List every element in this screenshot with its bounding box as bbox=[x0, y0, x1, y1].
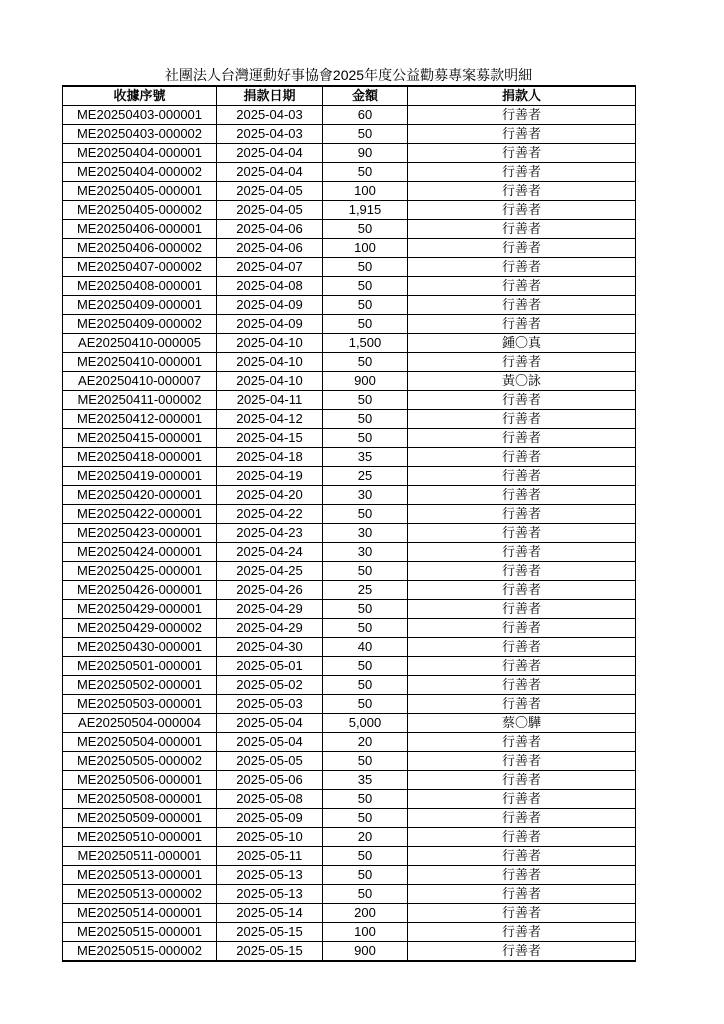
cell-date: 2025-05-11 bbox=[217, 847, 323, 866]
cell-amount: 50 bbox=[323, 315, 408, 334]
cell-donor: 行善者 bbox=[408, 619, 636, 638]
cell-amount: 50 bbox=[323, 505, 408, 524]
cell-date: 2025-05-13 bbox=[217, 885, 323, 904]
cell-amount: 50 bbox=[323, 258, 408, 277]
table-row bbox=[63, 619, 636, 638]
header-receipt-no: 收據序號 bbox=[63, 86, 217, 106]
cell-amount: 50 bbox=[323, 125, 408, 144]
cell-donor: 行善者 bbox=[408, 771, 636, 790]
cell-amount: 1,915 bbox=[323, 201, 408, 220]
cell-donor: 行善者 bbox=[408, 201, 636, 220]
cell-amount: 50 bbox=[323, 752, 408, 771]
cell-donor: 行善者 bbox=[408, 923, 636, 942]
cell-amount: 100 bbox=[323, 923, 408, 942]
cell-amount: 35 bbox=[323, 448, 408, 467]
cell-donor: 行善者 bbox=[408, 600, 636, 619]
cell-date: 2025-05-14 bbox=[217, 904, 323, 923]
cell-donor: 行善者 bbox=[408, 543, 636, 562]
cell-donor: 行善者 bbox=[408, 106, 636, 125]
table-row bbox=[63, 790, 636, 809]
cell-amount: 200 bbox=[323, 904, 408, 923]
cell-date: 2025-05-13 bbox=[217, 866, 323, 885]
header-date: 捐款日期 bbox=[217, 86, 323, 106]
table-row bbox=[63, 144, 636, 163]
cell-receipt-no: ME20250422-000001 bbox=[63, 505, 217, 524]
cell-donor: 行善者 bbox=[408, 277, 636, 296]
cell-receipt-no: ME20250424-000001 bbox=[63, 543, 217, 562]
cell-amount: 50 bbox=[323, 562, 408, 581]
table-row bbox=[63, 372, 636, 391]
header-amount: 金額 bbox=[323, 86, 408, 106]
cell-date: 2025-05-08 bbox=[217, 790, 323, 809]
cell-amount: 50 bbox=[323, 163, 408, 182]
cell-amount: 35 bbox=[323, 771, 408, 790]
cell-receipt-no: ME20250426-000001 bbox=[63, 581, 217, 600]
table-row bbox=[63, 410, 636, 429]
header-donor: 捐款人 bbox=[408, 86, 636, 106]
cell-donor: 行善者 bbox=[408, 125, 636, 144]
cell-donor: 行善者 bbox=[408, 904, 636, 923]
table-row bbox=[63, 942, 636, 962]
table-row bbox=[63, 885, 636, 904]
table-row bbox=[63, 353, 636, 372]
cell-donor: 行善者 bbox=[408, 410, 636, 429]
cell-amount: 900 bbox=[323, 942, 408, 962]
cell-donor: 行善者 bbox=[408, 258, 636, 277]
cell-donor: 行善者 bbox=[408, 505, 636, 524]
cell-amount: 25 bbox=[323, 467, 408, 486]
cell-receipt-no: AE20250410-000005 bbox=[63, 334, 217, 353]
cell-receipt-no: ME20250405-000001 bbox=[63, 182, 217, 201]
cell-date: 2025-04-10 bbox=[217, 353, 323, 372]
cell-amount: 50 bbox=[323, 657, 408, 676]
cell-date: 2025-04-24 bbox=[217, 543, 323, 562]
cell-receipt-no: ME20250513-000001 bbox=[63, 866, 217, 885]
cell-date: 2025-04-09 bbox=[217, 296, 323, 315]
cell-date: 2025-05-15 bbox=[217, 942, 323, 962]
cell-receipt-no: ME20250409-000002 bbox=[63, 315, 217, 334]
table-row bbox=[63, 239, 636, 258]
cell-amount: 20 bbox=[323, 733, 408, 752]
cell-receipt-no: ME20250419-000001 bbox=[63, 467, 217, 486]
cell-amount: 30 bbox=[323, 486, 408, 505]
cell-date: 2025-05-15 bbox=[217, 923, 323, 942]
cell-receipt-no: ME20250405-000002 bbox=[63, 201, 217, 220]
cell-date: 2025-04-08 bbox=[217, 277, 323, 296]
cell-receipt-no: ME20250502-000001 bbox=[63, 676, 217, 695]
cell-amount: 50 bbox=[323, 429, 408, 448]
cell-donor: 行善者 bbox=[408, 353, 636, 372]
cell-date: 2025-04-04 bbox=[217, 163, 323, 182]
cell-donor: 行善者 bbox=[408, 562, 636, 581]
cell-amount: 50 bbox=[323, 885, 408, 904]
cell-date: 2025-04-09 bbox=[217, 315, 323, 334]
cell-donor: 行善者 bbox=[408, 296, 636, 315]
table-body bbox=[63, 106, 636, 962]
table-row bbox=[63, 429, 636, 448]
table-row bbox=[63, 258, 636, 277]
cell-donor: 行善者 bbox=[408, 239, 636, 258]
cell-amount: 20 bbox=[323, 828, 408, 847]
cell-donor: 行善者 bbox=[408, 847, 636, 866]
cell-receipt-no: AE20250504-000004 bbox=[63, 714, 217, 733]
cell-amount: 50 bbox=[323, 410, 408, 429]
cell-date: 2025-04-30 bbox=[217, 638, 323, 657]
cell-donor: 行善者 bbox=[408, 657, 636, 676]
cell-donor: 行善者 bbox=[408, 448, 636, 467]
cell-amount: 50 bbox=[323, 847, 408, 866]
cell-date: 2025-05-04 bbox=[217, 733, 323, 752]
cell-receipt-no: ME20250506-000001 bbox=[63, 771, 217, 790]
table-row bbox=[63, 714, 636, 733]
cell-receipt-no: ME20250513-000002 bbox=[63, 885, 217, 904]
cell-date: 2025-04-03 bbox=[217, 106, 323, 125]
cell-donor: 行善者 bbox=[408, 163, 636, 182]
table-row bbox=[63, 923, 636, 942]
table-row bbox=[63, 486, 636, 505]
cell-receipt-no: ME20250514-000001 bbox=[63, 904, 217, 923]
cell-receipt-no: ME20250407-000002 bbox=[63, 258, 217, 277]
cell-date: 2025-04-06 bbox=[217, 220, 323, 239]
table-row bbox=[63, 524, 636, 543]
table-row bbox=[63, 182, 636, 201]
cell-date: 2025-04-05 bbox=[217, 182, 323, 201]
cell-amount: 5,000 bbox=[323, 714, 408, 733]
cell-date: 2025-05-05 bbox=[217, 752, 323, 771]
cell-receipt-no: ME20250412-000001 bbox=[63, 410, 217, 429]
cell-donor: 行善者 bbox=[408, 391, 636, 410]
cell-amount: 50 bbox=[323, 353, 408, 372]
cell-donor: 行善者 bbox=[408, 942, 636, 962]
table-row bbox=[63, 277, 636, 296]
cell-receipt-no: ME20250503-000001 bbox=[63, 695, 217, 714]
cell-donor: 行善者 bbox=[408, 182, 636, 201]
table-row bbox=[63, 296, 636, 315]
cell-receipt-no: ME20250403-000001 bbox=[63, 106, 217, 125]
cell-date: 2025-05-02 bbox=[217, 676, 323, 695]
table-row bbox=[63, 600, 636, 619]
cell-date: 2025-04-10 bbox=[217, 334, 323, 353]
cell-donor: 行善者 bbox=[408, 885, 636, 904]
cell-donor: 行善者 bbox=[408, 809, 636, 828]
cell-receipt-no: ME20250429-000001 bbox=[63, 600, 217, 619]
table-row bbox=[63, 334, 636, 353]
cell-receipt-no: ME20250515-000002 bbox=[63, 942, 217, 962]
table-row bbox=[63, 676, 636, 695]
cell-date: 2025-04-20 bbox=[217, 486, 323, 505]
cell-donor: 行善者 bbox=[408, 695, 636, 714]
cell-date: 2025-04-29 bbox=[217, 600, 323, 619]
cell-date: 2025-04-03 bbox=[217, 125, 323, 144]
table-row bbox=[63, 125, 636, 144]
table-row bbox=[63, 505, 636, 524]
table-row bbox=[63, 904, 636, 923]
table-row bbox=[63, 543, 636, 562]
cell-donor: 行善者 bbox=[408, 752, 636, 771]
cell-donor: 行善者 bbox=[408, 524, 636, 543]
cell-amount: 50 bbox=[323, 676, 408, 695]
cell-date: 2025-04-07 bbox=[217, 258, 323, 277]
cell-receipt-no: ME20250406-000001 bbox=[63, 220, 217, 239]
cell-receipt-no: ME20250410-000001 bbox=[63, 353, 217, 372]
table-row bbox=[63, 106, 636, 125]
cell-amount: 50 bbox=[323, 391, 408, 410]
table-row bbox=[63, 315, 636, 334]
cell-receipt-no: ME20250510-000001 bbox=[63, 828, 217, 847]
cell-date: 2025-05-09 bbox=[217, 809, 323, 828]
cell-date: 2025-04-22 bbox=[217, 505, 323, 524]
cell-amount: 25 bbox=[323, 581, 408, 600]
cell-receipt-no: ME20250501-000001 bbox=[63, 657, 217, 676]
table-row bbox=[63, 581, 636, 600]
cell-donor: 行善者 bbox=[408, 733, 636, 752]
cell-amount: 900 bbox=[323, 372, 408, 391]
cell-date: 2025-04-25 bbox=[217, 562, 323, 581]
cell-amount: 100 bbox=[323, 239, 408, 258]
cell-amount: 100 bbox=[323, 182, 408, 201]
cell-receipt-no: ME20250404-000002 bbox=[63, 163, 217, 182]
cell-receipt-no: ME20250409-000001 bbox=[63, 296, 217, 315]
cell-receipt-no: ME20250511-000001 bbox=[63, 847, 217, 866]
cell-receipt-no: ME20250403-000002 bbox=[63, 125, 217, 144]
cell-receipt-no: ME20250509-000001 bbox=[63, 809, 217, 828]
table-row bbox=[63, 201, 636, 220]
cell-date: 2025-04-04 bbox=[217, 144, 323, 163]
cell-date: 2025-04-23 bbox=[217, 524, 323, 543]
cell-receipt-no: ME20250406-000002 bbox=[63, 239, 217, 258]
cell-donor: 行善者 bbox=[408, 429, 636, 448]
cell-amount: 40 bbox=[323, 638, 408, 657]
cell-amount: 50 bbox=[323, 809, 408, 828]
cell-receipt-no: ME20250429-000002 bbox=[63, 619, 217, 638]
cell-receipt-no: ME20250418-000001 bbox=[63, 448, 217, 467]
cell-donor: 行善者 bbox=[408, 144, 636, 163]
header-row bbox=[63, 86, 636, 106]
cell-date: 2025-04-26 bbox=[217, 581, 323, 600]
cell-amount: 30 bbox=[323, 543, 408, 562]
cell-amount: 30 bbox=[323, 524, 408, 543]
cell-amount: 50 bbox=[323, 220, 408, 239]
cell-receipt-no: ME20250505-000002 bbox=[63, 752, 217, 771]
cell-receipt-no: ME20250423-000001 bbox=[63, 524, 217, 543]
cell-donor: 行善者 bbox=[408, 315, 636, 334]
cell-donor: 行善者 bbox=[408, 467, 636, 486]
cell-date: 2025-04-29 bbox=[217, 619, 323, 638]
cell-amount: 1,500 bbox=[323, 334, 408, 353]
cell-date: 2025-05-04 bbox=[217, 714, 323, 733]
cell-receipt-no: ME20250408-000001 bbox=[63, 277, 217, 296]
cell-donor: 黃〇詠 bbox=[408, 372, 636, 391]
cell-receipt-no: ME20250404-000001 bbox=[63, 144, 217, 163]
table-row bbox=[63, 163, 636, 182]
table-row bbox=[63, 657, 636, 676]
cell-date: 2025-04-06 bbox=[217, 239, 323, 258]
cell-donor: 行善者 bbox=[408, 486, 636, 505]
table-row bbox=[63, 467, 636, 486]
cell-donor: 鍾〇真 bbox=[408, 334, 636, 353]
table-row bbox=[63, 828, 636, 847]
cell-receipt-no: ME20250508-000001 bbox=[63, 790, 217, 809]
cell-date: 2025-04-15 bbox=[217, 429, 323, 448]
table-row bbox=[63, 562, 636, 581]
cell-donor: 行善者 bbox=[408, 676, 636, 695]
cell-receipt-no: ME20250411-000002 bbox=[63, 391, 217, 410]
cell-date: 2025-05-06 bbox=[217, 771, 323, 790]
cell-date: 2025-05-01 bbox=[217, 657, 323, 676]
cell-donor: 行善者 bbox=[408, 866, 636, 885]
cell-amount: 50 bbox=[323, 600, 408, 619]
table-row bbox=[63, 809, 636, 828]
cell-date: 2025-05-10 bbox=[217, 828, 323, 847]
cell-date: 2025-04-10 bbox=[217, 372, 323, 391]
cell-date: 2025-04-11 bbox=[217, 391, 323, 410]
table-row bbox=[63, 752, 636, 771]
table-row bbox=[63, 448, 636, 467]
cell-date: 2025-04-05 bbox=[217, 201, 323, 220]
cell-donor: 行善者 bbox=[408, 638, 636, 657]
cell-donor: 行善者 bbox=[408, 790, 636, 809]
table-row bbox=[63, 695, 636, 714]
cell-amount: 50 bbox=[323, 619, 408, 638]
cell-receipt-no: ME20250504-000001 bbox=[63, 733, 217, 752]
table-row bbox=[63, 847, 636, 866]
cell-amount: 90 bbox=[323, 144, 408, 163]
table-row bbox=[63, 771, 636, 790]
cell-date: 2025-04-12 bbox=[217, 410, 323, 429]
cell-receipt-no: AE20250410-000007 bbox=[63, 372, 217, 391]
cell-donor: 行善者 bbox=[408, 581, 636, 600]
cell-receipt-no: ME20250430-000001 bbox=[63, 638, 217, 657]
cell-date: 2025-04-18 bbox=[217, 448, 323, 467]
cell-date: 2025-05-03 bbox=[217, 695, 323, 714]
table-row bbox=[63, 391, 636, 410]
table-row bbox=[63, 638, 636, 657]
table-row bbox=[63, 220, 636, 239]
cell-receipt-no: ME20250420-000001 bbox=[63, 486, 217, 505]
cell-receipt-no: ME20250425-000001 bbox=[63, 562, 217, 581]
cell-amount: 50 bbox=[323, 277, 408, 296]
cell-amount: 50 bbox=[323, 296, 408, 315]
table-row bbox=[63, 733, 636, 752]
cell-receipt-no: ME20250515-000001 bbox=[63, 923, 217, 942]
cell-amount: 50 bbox=[323, 866, 408, 885]
cell-date: 2025-04-19 bbox=[217, 467, 323, 486]
cell-donor: 行善者 bbox=[408, 828, 636, 847]
table-row bbox=[63, 866, 636, 885]
cell-amount: 50 bbox=[323, 790, 408, 809]
table-header bbox=[63, 86, 636, 106]
cell-receipt-no: ME20250415-000001 bbox=[63, 429, 217, 448]
donation-table bbox=[62, 85, 636, 962]
cell-donor: 行善者 bbox=[408, 220, 636, 239]
cell-amount: 50 bbox=[323, 695, 408, 714]
document-title: 社團法人台灣運動好事協會2025年度公益勸募專案募款明細 bbox=[164, 67, 533, 83]
cell-donor: 蔡〇驊 bbox=[408, 714, 636, 733]
cell-amount: 60 bbox=[323, 106, 408, 125]
